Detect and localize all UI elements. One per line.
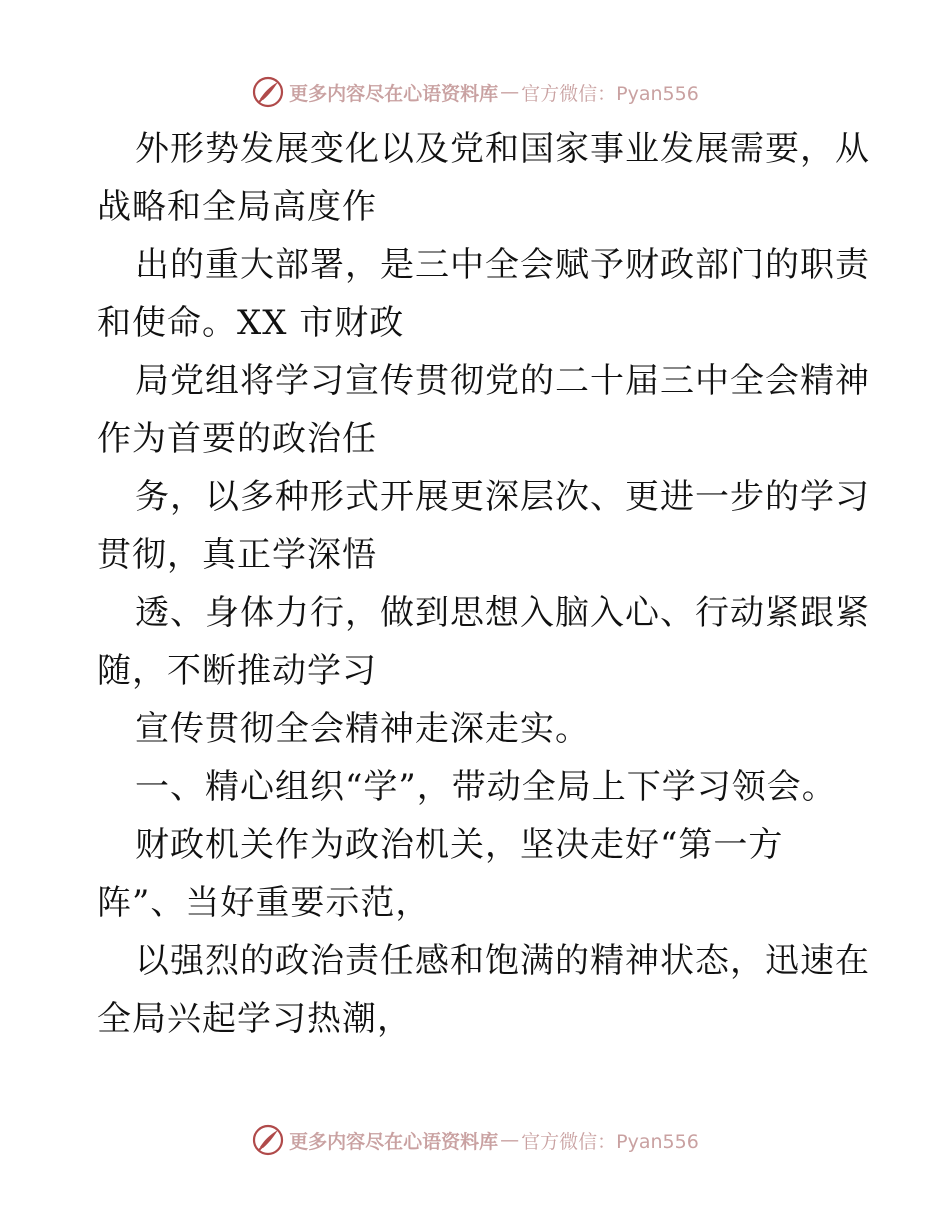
text-line: 宣传贯彻全会精神走深走实。 (135, 709, 590, 749)
footer-watermark (0, 1118, 950, 1162)
document-body (97, 120, 870, 1048)
watermark-separator: — (500, 81, 520, 103)
text-line: 出的重大部署，是三中全会赋予财政部门的职责 (135, 245, 870, 285)
text-line: 局党组将学习宣传贯彻党的二十届三中全会精神 (135, 361, 870, 401)
text-line: 透、身体力行，做到思想入脑入心、行动紧跟紧 (135, 593, 870, 633)
text-line: 和使命。XX 市财政 (97, 303, 405, 343)
quill-logo-icon (251, 75, 285, 109)
text-line: 战略和全局高度作 (97, 187, 377, 227)
text-line: 务，以多种形式开展更深层次、更进一步的学习 (135, 477, 870, 517)
watermark-separator: — (500, 1129, 520, 1151)
header-watermark (0, 70, 950, 114)
text-line: 以强烈的政治责任感和饱满的精神状态，迅速在 (135, 941, 870, 981)
watermark-wechat-text: 官方微信：Pyan556 (521, 1130, 699, 1153)
text-line: 财政机关作为政治机关，坚决走好“第一方 (135, 825, 784, 865)
quill-logo-icon (251, 1123, 285, 1157)
text-line: 阵”、当好重要示范， (97, 883, 431, 923)
text-line: 外形势发展变化以及党和国家事业发展需要，从 (135, 129, 870, 169)
text-line: 作为首要的政治任 (97, 419, 377, 459)
watermark-site-text: 更多内容尽在心语资料库 (289, 82, 499, 105)
text-line: 全局兴起学习热潮， (97, 999, 412, 1039)
text-line: 随，不断推动学习 (97, 651, 377, 691)
text-line: 一、精心组织“学”，带动全局上下学习领会。 (135, 767, 837, 807)
watermark-wechat-text: 官方微信：Pyan556 (521, 82, 699, 105)
text-line: 贯彻，真正学深悟 (97, 535, 377, 575)
watermark-site-text: 更多内容尽在心语资料库 (289, 1130, 499, 1153)
